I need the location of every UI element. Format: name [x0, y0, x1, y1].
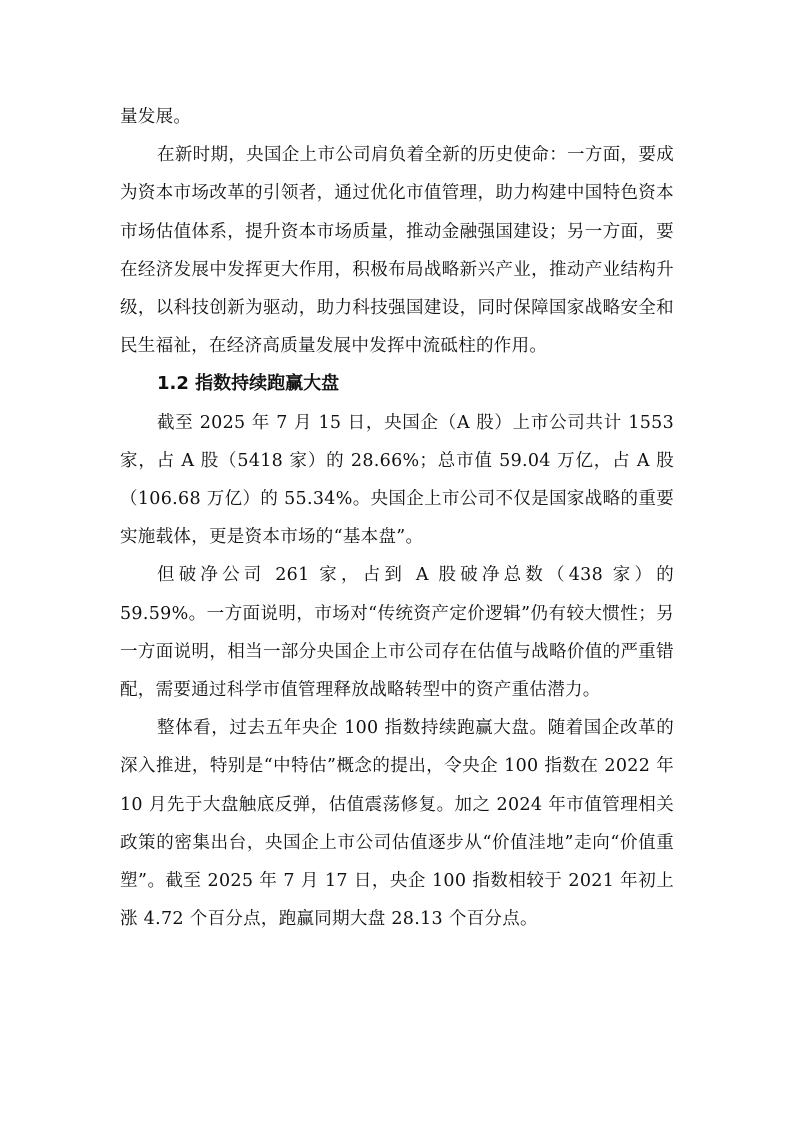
section-heading: 1.2 指数持续跑赢大盘	[157, 373, 340, 395]
document-page	[120, 98, 674, 938]
paragraph-below-book-value: 但破净公司 261 家，占到 A 股破净总数（438 家）的 59.59%。一方面说明，市场对“传统资产定价逻辑”仍有较大惯性；另一方面说明，相当一部分央国企上市公司存在估值与战略价值的严重错配，需要通过科学市值管理释放战略转型中的资产重估潜力。	[120, 565, 674, 701]
paragraph-historic-mission: 在新时期，央国企上市公司肩负着全新的历史使命：一方面，要成为资本市场改革的引领者，通过优化市值管理，助力构建中国特色资本市场估值体系，提升资本市场质量，推动金融强国建设；另一方面，要在经济发展中发挥更大作用，积极布局战略新兴产业，推动产业结构升级，以科技创新为驱动，助力科技强国建设，同时保障国家战略安全和民生福祉，在经济高质量发展中发挥中流砥柱的作用。	[120, 145, 674, 357]
paragraph-continuation: 量发展。	[120, 107, 192, 127]
paragraph-index-performance: 整体看，过去五年央企 100 指数持续跑赢大盘。随着国企改革的深入推进，特别是“中特估”概念的提出，令央企 100 指数在 2022 年 10 月先于大盘触底反弹，估值震荡修复。加之 2024 年市值管理相关政策的密集出台，央国企上市公司估值逐步从“价值洼地”走向“价值重塑”。截至 2025 年 7 月 17 日，央企 100 指数相较于 2021 年初上涨 4.72 个百分点，跑赢同期大盘 28.13 个百分点。	[120, 718, 674, 930]
paragraph-company-stats: 截至 2025 年 7 月 15 日，央国企（A 股）上市公司共计 1553 家，占 A 股（5418 家）的 28.66%；总市值 59.04 万亿，占 A 股（106.68 万亿）的 55.34%。央国企上市公司不仅是国家战略的重要实施载体，更是资本市场的“基本盘”。	[120, 412, 674, 548]
